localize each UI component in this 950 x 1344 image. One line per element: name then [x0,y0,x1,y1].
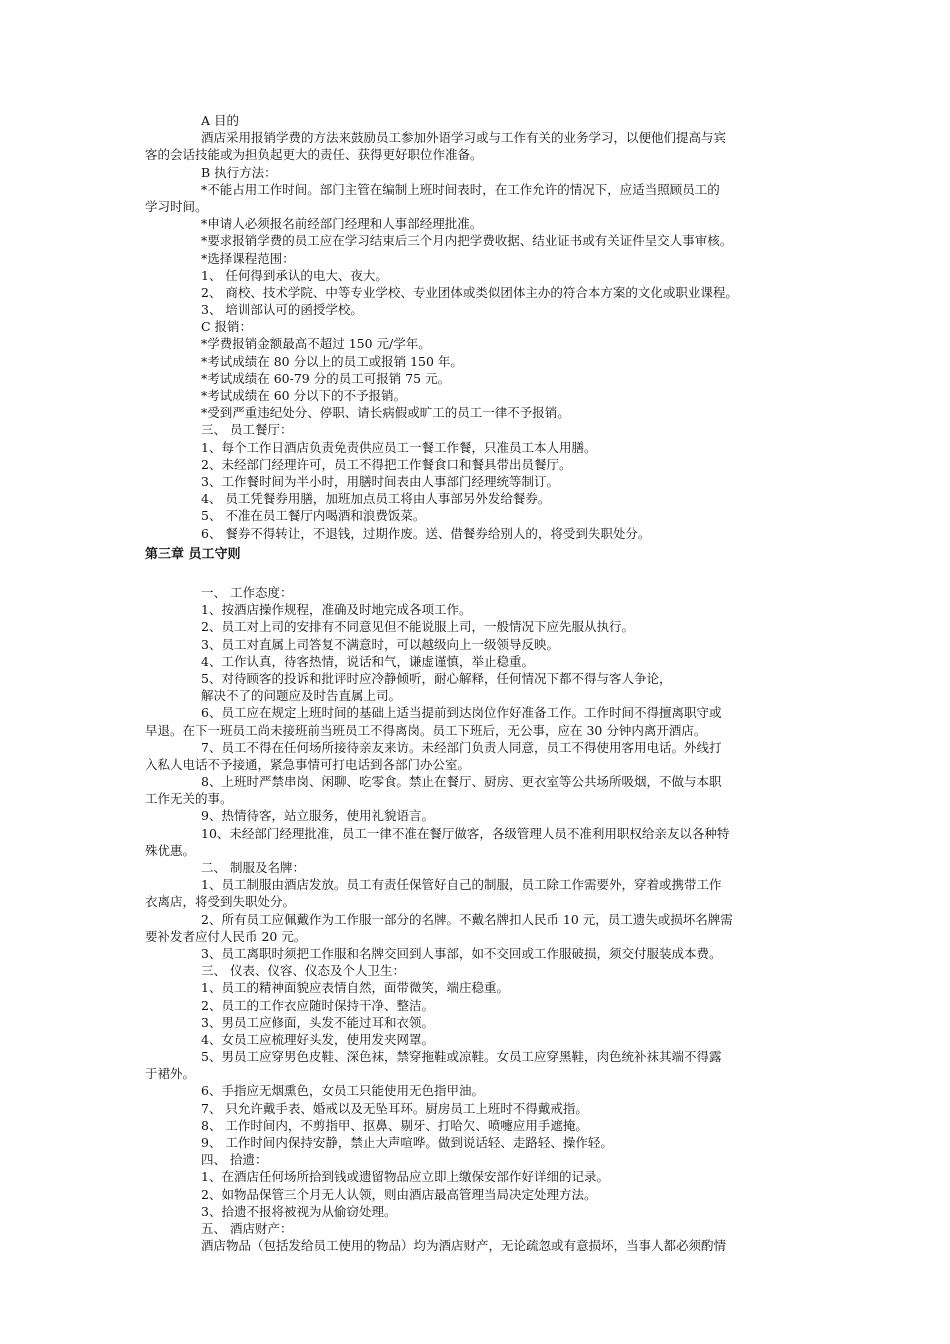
list-item: 3、拾遗不报将被视为从偷窃处理。 [201,1203,397,1219]
paragraph-line: 学习时间。 [145,198,208,214]
list-item: 2、 商校、技术学院、中等专业学校、专业团体或类似团体主办的符合本方案的文化或职业课程。 [201,284,738,300]
paragraph-line: 酒店物品（包括发给员工使用的物品）均为酒店财产，无论疏忽或有意损坏，当事人都必须酌情 [201,1238,727,1254]
list-item: 5、 不准在员工餐厅内喝酒和浪费饭菜。 [201,508,426,524]
list-item: 殊优惠。 [145,842,196,858]
list-item: *考试成绩在 60-79 分的员工可报销 75 元。 [201,370,451,386]
list-item: 6、员工应在规定上班时间的基础上适当提前到达岗位作好准备工作。工作时间不得擅离职守或 [201,705,722,721]
list-item: 8、 工作时间内，不剪指甲、抠鼻、剔牙、打哈欠、喷嚏应用手遮掩。 [201,1117,588,1133]
list-item: 4、工作认真，待客热情，说话和气，谦虚谨慎，举止稳重。 [201,653,534,669]
paragraph-line: *选择课程范围： [201,250,295,266]
paragraph-line: *要求报销学费的员工应在学习结束后三个月内把学费收据、结业证书或有关证件呈交人事审核。 [201,233,733,249]
list-item: 要补发者应付人民币 20 元。 [145,928,307,944]
attitude-heading: 一、 工作态度： [201,585,293,600]
section-top [145,112,810,542]
section-a-heading: A 目的 [201,113,240,128]
list-item: 1、员工制服由酒店发放。员工有责任保管好自己的制服，员工除工作需要外，穿着或携带工作 [201,877,722,893]
list-item: 于裙外。 [145,1066,196,1082]
hygiene-heading: 三、 仪表、仪容、仪态及个人卫生： [201,963,405,979]
list-item: 3、员工对直属上司答复不满意时，可以越级向上一级领导反映。 [201,636,559,652]
list-item: 10、未经部门经理批准，员工一律不准在餐厅做客，各级管理人员不准利用职权给亲友以各种特 [201,825,730,841]
list-item: 6、手指应无烟熏色，女员工只能使用无色指甲油。 [201,1083,484,1099]
list-item: 早退。在下一班员工尚未接班前当班员工不得离岗。员工下班后，无公事，应在 30 分钟内离开酒店。 [145,722,707,738]
list-item: 9、 工作时间内保持安静，禁止大声喧哗。做到说话轻、走路轻、操作轻。 [201,1135,613,1150]
list-item: 3、 培训部认可的函授学校。 [201,302,363,318]
list-item: 解决不了的问题应及时告直属上司。 [201,688,402,704]
paragraph-line: 酒店采用报销学费的方法来鼓励员工参加外语学习或与工作有关的业务学习，以便他们提高与宾 [201,130,727,146]
list-item: 2、如物品保管三个月无人认领，则由酒店最高管理当局决定处理方法。 [201,1186,597,1202]
section-bottom [145,584,810,1254]
paragraph-line: 客的会话技能或为担负起更大的责任、获得更好职位作准备。 [145,147,483,163]
section-b-heading: B 执行方法： [201,164,277,180]
lost-found-heading: 四、 拾遗： [201,1152,268,1168]
list-item: 2、未经部门经理许可，员工不得把工作餐食口和餐具带出员餐厅。 [201,456,572,472]
list-item: *学费报销金额最高不超过 150 元/学年。 [201,336,431,352]
uniform-heading: 二、 制服及名牌： [201,860,305,875]
list-item: 7、 只允许戴手表、婚戒以及无坠耳环。厨房员工上班时不得戴戒指。 [201,1100,588,1116]
list-item: 5、对待顾客的投诉和批评时应冷静倾听，耐心解释，任何情况下都不得与客人争论， [201,670,672,686]
list-item: *考试成绩在 80 分以上的员工或报销 150 年。 [201,353,463,369]
list-item: 1、每个工作日酒店负责免责供应员工一餐工作餐，只准员工本人用膳。 [201,439,597,455]
list-item: 4、 员工凭餐券用膳，加班加点员工将由人事部另外发给餐券。 [201,491,551,507]
list-item: 7、员工不得在任何场所接待亲友来访。未经部门负责人同意，员工不得使用客用电话。外线打 [201,739,722,755]
list-item: 入私人电话不予接通，紧急事情可打电话到各部门办公室。 [145,756,471,772]
paragraph-line: *申请人必须报名前经部门经理和人事部经理批准。 [201,216,483,232]
list-item: 3、员工离职时须把工作服和名牌交回到人事部，如不交回或工作服破损，须交付服装成本费。 [201,945,722,961]
list-item: 9、热情待客，站立服务，使用礼貌语言。 [201,808,434,824]
list-item: 4、女员工应梳理好头发，使用发夹网罩。 [201,1031,434,1047]
list-item: 1、在酒店任何场所拾到钱或遗留物品应立即上缴保安部作好详细的记录。 [201,1169,609,1185]
list-item: 1、员工的精神面貌应表情自然，面带微笑，端庄稳重。 [201,980,509,996]
list-item: 工作无关的事。 [145,791,233,807]
chapter-title: 第三章 员工守则 [145,547,241,562]
list-item: 2、员工的工作衣应随时保持干净、整洁。 [201,997,434,1013]
list-item: 8、上班时严禁串岗、闲聊、吃零食。禁止在餐厅、厨房、更衣室等公共场所吸烟，不做与本职 [201,774,722,790]
list-item: 衣离店，将受到失职处分。 [145,894,296,910]
list-item: *考试成绩在 60 分以下的不予报销。 [201,388,407,403]
list-item: 1、 任何得到承认的电大、夜大。 [201,267,388,283]
section-c-heading: C 报销： [201,319,253,335]
list-item: 3、工作餐时间为半小时，用膳时间表由人事部门经理统等制订。 [201,473,559,489]
list-item: 2、员工对上司的安排有不同意见但不能说服上司，一般情况下应先服从执行。 [201,619,634,635]
list-item: 5、男员工应穿男色皮鞋、深色袜，禁穿拖鞋或凉鞋。女员工应穿黑鞋，肉色统补袜其端不得露 [201,1049,722,1065]
list-item: *受到严重违纪处分、停职、请长病假或旷工的员工一律不予报销。 [201,405,570,421]
paragraph-line: *不能占用工作时间。部门主管在编制上班时间表时，在工作允许的情况下，应适当照顾员工的 [201,181,720,197]
canteen-heading: 三、 员工餐厅： [201,422,293,438]
list-item: 3、男员工应修面，头发不能过耳和衣领。 [201,1014,434,1030]
list-item: 6、 餐券不得转让，不退钱，过期作废。送、借餐券给别人的，将受到失职处分。 [201,525,651,541]
list-item: 1、按酒店操作规程，准确及时地完成各项工作。 [201,602,472,618]
list-item: 2、所有员工应佩戴作为工作服一部分的名牌。不戴名牌扣人民币 10 元，员工遗失或损坏名牌需 [201,911,733,927]
property-heading: 五、 酒店财产： [201,1220,293,1236]
